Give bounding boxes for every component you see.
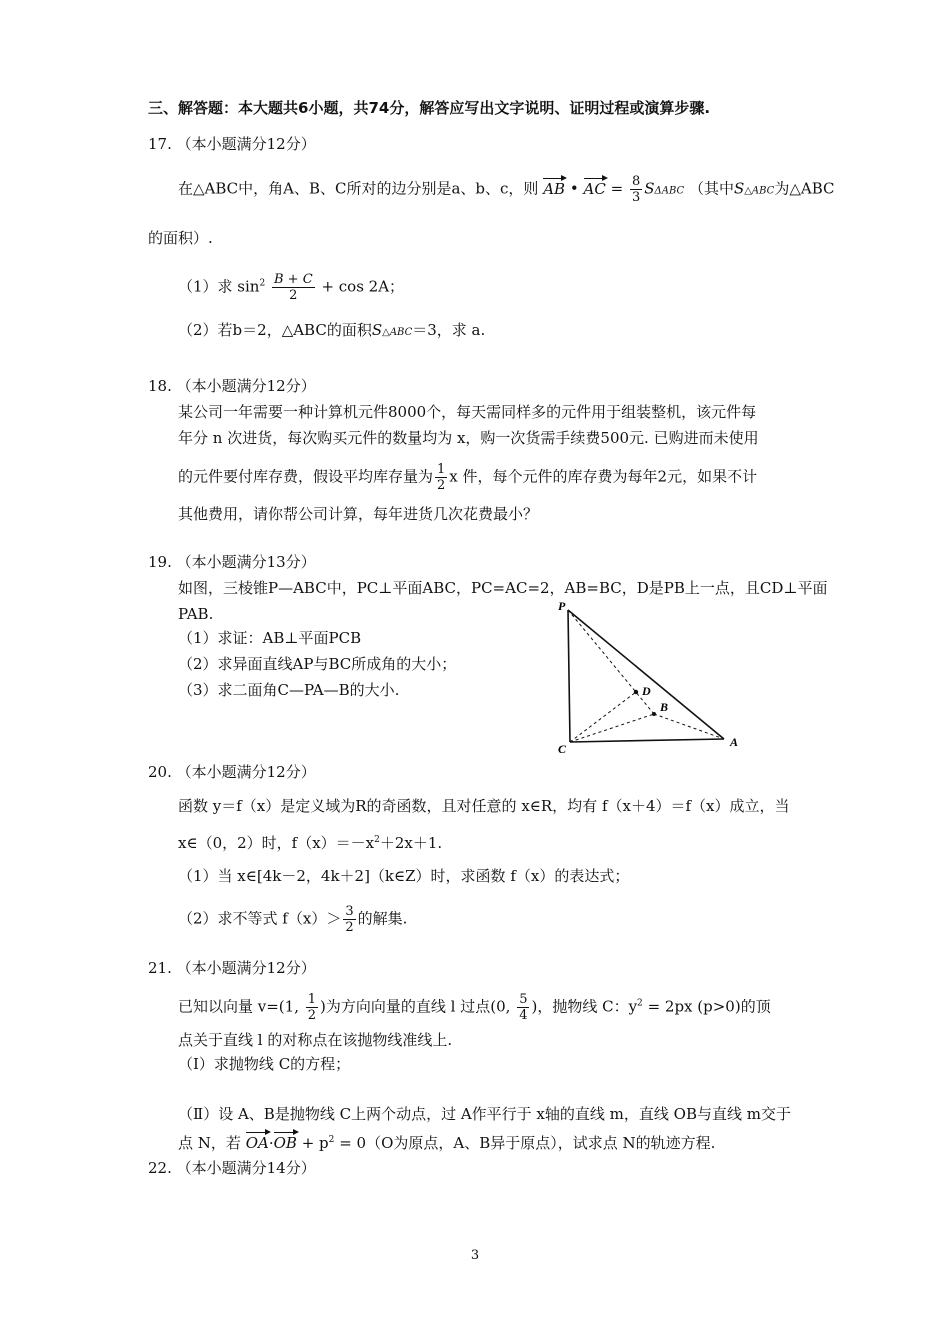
- q17-fraction: [630, 174, 642, 205]
- q21-line1-d: = 2px (p>0)的顶: [647, 997, 771, 1016]
- label-b: B: [660, 700, 669, 714]
- q21-header: 21. （本小题满分12分）: [148, 959, 316, 977]
- edge-cb: [570, 714, 654, 742]
- q20-frac-num: 3: [345, 904, 354, 919]
- label-c: C: [558, 742, 567, 756]
- q21-frac2-num: 5: [519, 992, 528, 1007]
- edge-pa: [568, 610, 724, 739]
- q17-s2-symbol: S: [733, 179, 745, 198]
- q20-p2-tail: 的解集.: [357, 909, 408, 928]
- q22-header: 22. （本小题满分14分）: [148, 1159, 316, 1177]
- q21-line1-text: 已知以向量 v=(1,: [178, 997, 299, 1016]
- label-p: P: [558, 599, 566, 613]
- q18-line3-text: 的元件要付库存费，假设平均库存量为: [178, 467, 434, 486]
- q17-p1-num: B + C: [273, 272, 313, 287]
- q17-stem: [178, 174, 835, 205]
- q21-part1: （Ⅰ）求抛物线 C的方程；: [178, 1055, 351, 1073]
- q21-part2-line1: （Ⅱ）设 A、B是抛物线 C上两个动点，过 A作平行于 x轴的直线 m，直线 OB与直线 m交于: [178, 1105, 791, 1123]
- q18-line1: 某公司一年需要一种计算机元件8000个，每天需同样多的元件用于组装整机，该元件每: [178, 403, 757, 421]
- q18-line4: 其他费用，请你帮公司计算，每年进货几次花费最小？: [178, 505, 539, 523]
- q18-fraction: [435, 462, 447, 493]
- q21-frac2-den: 4: [519, 1008, 528, 1023]
- q17-stem-text: 在△ABC中，角A、B、C所对的边分别是a、b、c，则: [178, 179, 539, 198]
- q21-line1-sup: 2: [637, 998, 643, 1009]
- q17-p2-tail: ＝3，求 a.: [412, 321, 486, 339]
- q21-p2-sup: 2: [328, 1135, 335, 1145]
- edge-cd: [570, 692, 636, 742]
- q21-line1-mid: )为方向向量的直线 l 过点(0,: [320, 997, 511, 1016]
- q18-frac-den: 2: [437, 478, 446, 493]
- q17-s-symbol: S: [644, 179, 655, 198]
- q17-header: 17. （本小题满分12分）: [148, 135, 316, 153]
- q21-p2-tail: = 0（O为原点，A、B异于原点），试求点 N的轨迹方程.: [339, 1134, 716, 1152]
- q20-frac-den: 2: [345, 920, 354, 935]
- vector-ob: OB: [273, 1134, 297, 1152]
- q21-p2-mid: + p: [301, 1134, 329, 1152]
- point-b: [652, 712, 656, 716]
- q17-stem-end: 的面积）.: [148, 229, 213, 247]
- q17-p1-tail: + cos 2A；: [321, 277, 405, 296]
- q19-part3: （3）求二面角C—PA—B的大小.: [178, 681, 400, 699]
- q21-fraction2: [517, 992, 529, 1023]
- q17-eq: =: [610, 179, 624, 198]
- q17-frac-den: 3: [631, 190, 641, 205]
- q17-p1-sup: 2: [259, 278, 266, 289]
- q20-line2-text: x∈（0，2）时，f（x）＝－x: [178, 834, 375, 852]
- q21-line2: 点关于直线 l 的对称点在该抛物线准线上.: [178, 1031, 453, 1049]
- q19-part2: （2）求异面直线AP与BC所成角的大小；: [178, 655, 457, 673]
- q21-frac1-den: 2: [307, 1008, 317, 1023]
- q17-stem-c: 为△ABC: [774, 179, 835, 198]
- q21-fraction1: [306, 992, 318, 1023]
- q17-s2-sub: △ABC: [744, 185, 775, 197]
- section-heading: 三、解答题：本大题共6小题，共74分，解答应写出文字说明、证明过程或演算步骤.: [148, 99, 711, 117]
- q20-line2-tail: ＋2x＋1.: [379, 834, 443, 852]
- q17-p2-sub: △ABC: [382, 327, 413, 338]
- q20-fraction: [343, 904, 355, 935]
- label-d: D: [642, 684, 651, 698]
- q20-header: 20. （本小题满分12分）: [148, 763, 316, 781]
- edge-pb: [568, 610, 654, 714]
- q21-part2-line2: [178, 1130, 715, 1153]
- page-number: 3: [470, 1248, 480, 1263]
- q17-p1-fraction: [272, 272, 315, 303]
- q21-frac1-num: 1: [307, 992, 317, 1007]
- vector-ab: AB: [543, 179, 566, 198]
- q20-p2-text: （2）求不等式 f（x）＞: [178, 909, 342, 928]
- q20-line1: 函数 y＝f（x）是定义域为R的奇函数，且对任意的 x∈R，均有 f（x＋4）＝f（x）成立，当: [178, 797, 790, 815]
- edge-ca: [570, 739, 724, 742]
- q17-p1-text: （1）求 sin: [178, 277, 260, 296]
- vector-oa: OA: [245, 1134, 269, 1152]
- q19-line1: 如图，三棱锥P—ABC中，PC⊥平面ABC，PC=AC=2，AB=BC，D是PB上一点，且CD⊥平面: [178, 579, 828, 597]
- q17-p2-text: （2）若b＝2，△ABC的面积: [178, 321, 372, 339]
- q18-line3: [178, 462, 757, 493]
- q17-stem-b: （其中: [688, 179, 734, 198]
- q17-p2-s: S: [371, 321, 383, 339]
- q21-p2-text: 点 N，若: [178, 1134, 241, 1152]
- point-d: [634, 690, 638, 694]
- q19-line2: PAB.: [178, 605, 214, 623]
- q20-part1: （1）当 x∈[4k－2，4k＋2]（k∈Z）时，求函数 f（x）的表达式；: [178, 867, 630, 885]
- label-a: A: [730, 735, 739, 749]
- edge-ba: [654, 714, 724, 739]
- q17-part1: [178, 272, 404, 303]
- q18-line2: 年分 n 次进货，每次购买元件的数量均为 x，购一次货需手续费500元. 已购进而未使用: [178, 429, 759, 447]
- q20-part2: [178, 904, 407, 935]
- q18-header: 18. （本小题满分12分）: [148, 377, 316, 395]
- q18-frac-num: 1: [437, 462, 446, 477]
- q19-part1: （1）求证：AB⊥平面PCB: [178, 629, 362, 647]
- q17-s-sub: ΔABC: [654, 185, 685, 197]
- q17-dot: •: [569, 179, 579, 198]
- q21-line1: [178, 992, 771, 1023]
- q17-frac-num: 8: [631, 174, 641, 189]
- pyramid-figure: [548, 598, 758, 758]
- q19-header: 19. （本小题满分13分）: [148, 553, 316, 571]
- q21-line1-c: )，抛物线 C：y: [531, 997, 638, 1016]
- q21-p2-dot: ·: [268, 1134, 274, 1152]
- vector-ac: AC: [583, 179, 606, 198]
- q17-part2: [178, 320, 485, 343]
- edge-pc: [568, 610, 570, 742]
- q20-line2-sup: 2: [374, 835, 380, 845]
- q20-line2: [178, 830, 442, 853]
- q18-line3-tail: x 件，每个元件的库存费为每年2元，如果不计: [449, 467, 758, 486]
- q17-p1-den: 2: [289, 288, 298, 303]
